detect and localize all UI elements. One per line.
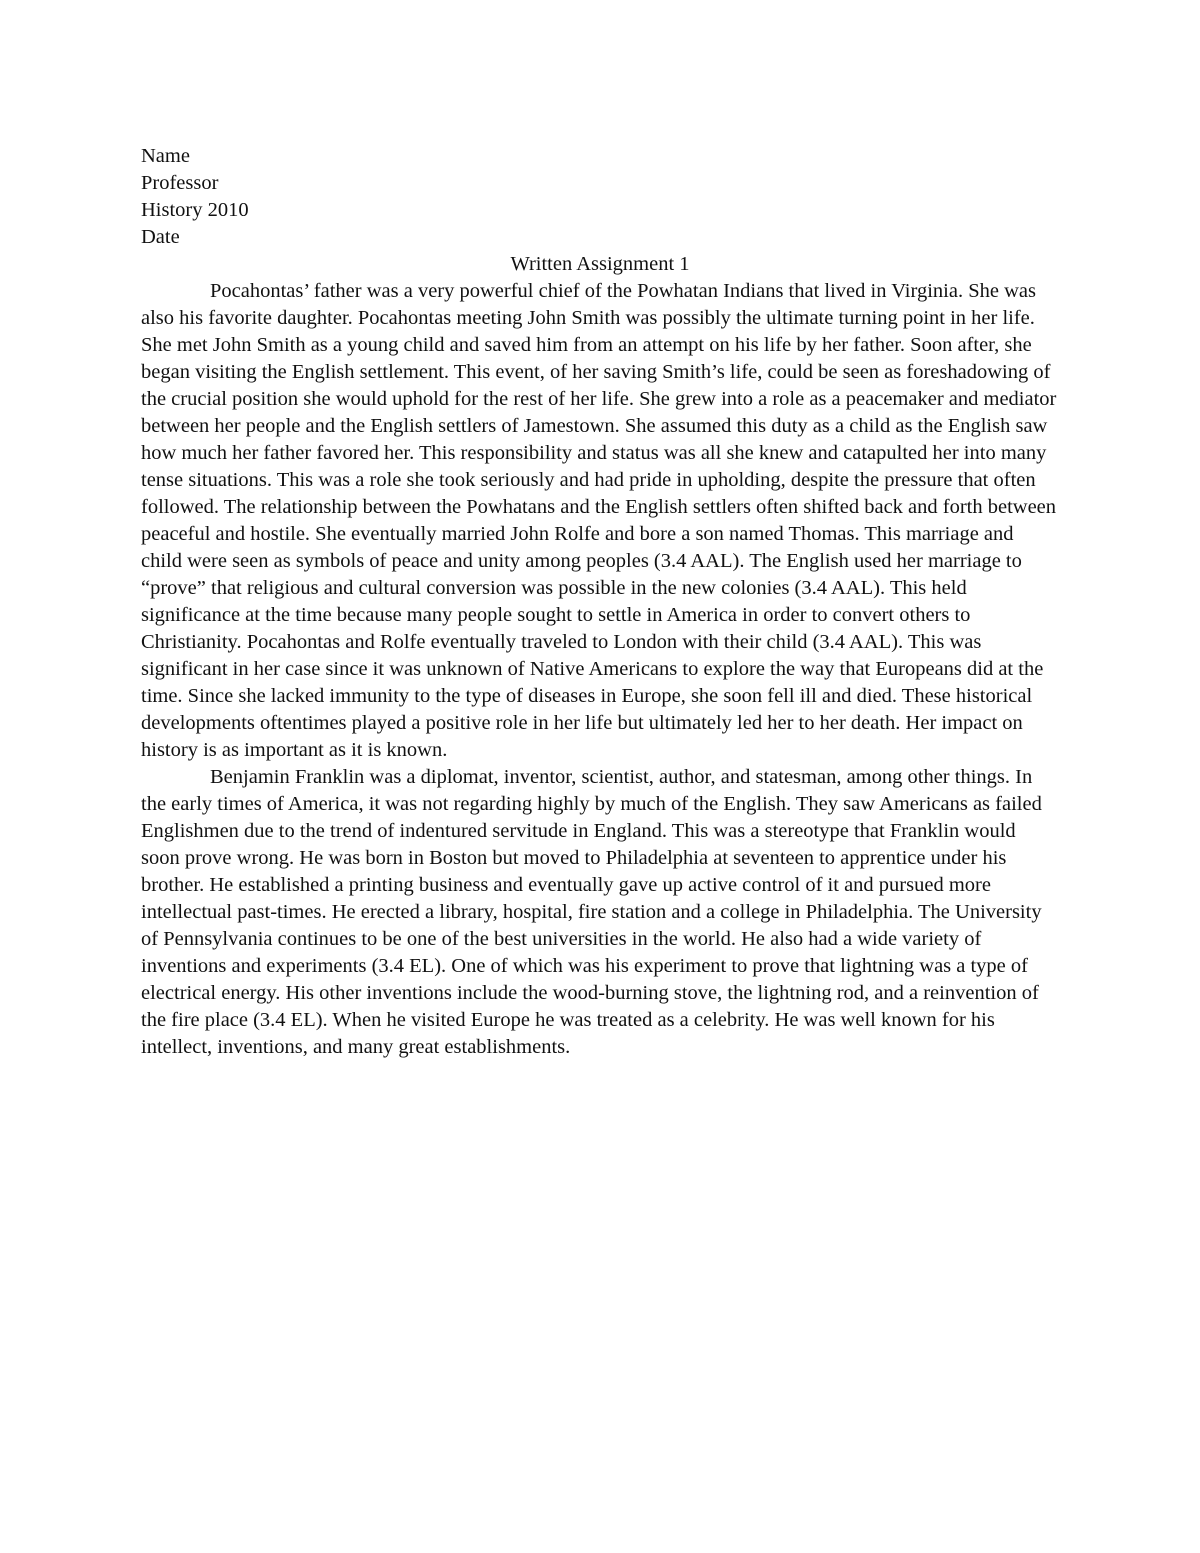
professor-name: Professor	[141, 172, 219, 194]
course-name: History 2010	[141, 199, 249, 221]
date-line: Date	[141, 226, 180, 248]
paragraph-franklin: Benjamin Franklin was a diplomat, inventor, scientist, author, and statesman, among other things. In the early times of America, it was not regarding highly by much of the English. They saw Americans as failed Englishmen due to the trend of indentured servitude in England. This was a stereotype that Franklin would soon prove wrong. He was born in Boston but moved to Philadelphia at seventeen to apprentice under his brother. He established a printing business and eventually gave up active control of it and pursued more intellectual past-times. He erected a library, hospital, fire station and a college in Philadelphia. The University of Pennsylvania continues to be one of the best universities in the world. He also had a wide variety of inventions and experiments (3.4 EL). One of which was his experiment to prove that lightning was a type of electrical energy. His other inventions include the wood-burning stove, the lightning rod, and a reinvention of the fire place (3.4 EL). When he visited Europe he was treated as a celebrity. He was well known for his intellect, inventions, and many great establishments.	[141, 766, 1042, 1058]
student-name: Name	[141, 145, 190, 167]
paragraph-pocahontas: Pocahontas’ father was a very powerful chief of the Powhatan Indians that lived in Virginia. She was also his favorite daughter. Pocahontas meeting John Smith was possibly the ultimate turning point in her life. She met John Smith as a young child and saved him from an attempt on his life by her father. Soon after, she began visiting the English settlement. This event, of her saving Smith’s life, could be seen as foreshadowing of the crucial position she would uphold for the rest of her life. She grew into a role as a peacemaker and mediator between her people and the English settlers of Jamestown. She assumed this duty as a child as the English saw how much her father favored her. This responsibility and status was all she knew and catapulted her into many tense situations. This was a role she took seriously and had pride in upholding, despite the pressure that often followed. The relationship between the Powhatans and the English settlers often shifted back and forth between peaceful and hostile. She eventually married John Rolfe and bore a son named Thomas. This marriage and child were seen as symbols of peace and unity among peoples (3.4 AAL). The English used her marriage to “prove” that religious and cultural conversion was possible in the new colonies (3.4 AAL). This held significance at the time because many people sought to settle in America in order to convert others to Christianity. Pocahontas and Rolfe eventually traveled to London with their child (3.4 AAL). This was significant in her case since it was unknown of Native Americans to explore the way that Europeans did at the time. Since she lacked immunity to the type of diseases in Europe, she soon fell ill and died. These historical developments oftentimes played a positive role in her life but ultimately led her to her death. Her impact on history is as important as it is known.	[141, 280, 1057, 761]
assignment-title: Written Assignment 1	[510, 253, 690, 275]
document-body	[141, 143, 1059, 1061]
